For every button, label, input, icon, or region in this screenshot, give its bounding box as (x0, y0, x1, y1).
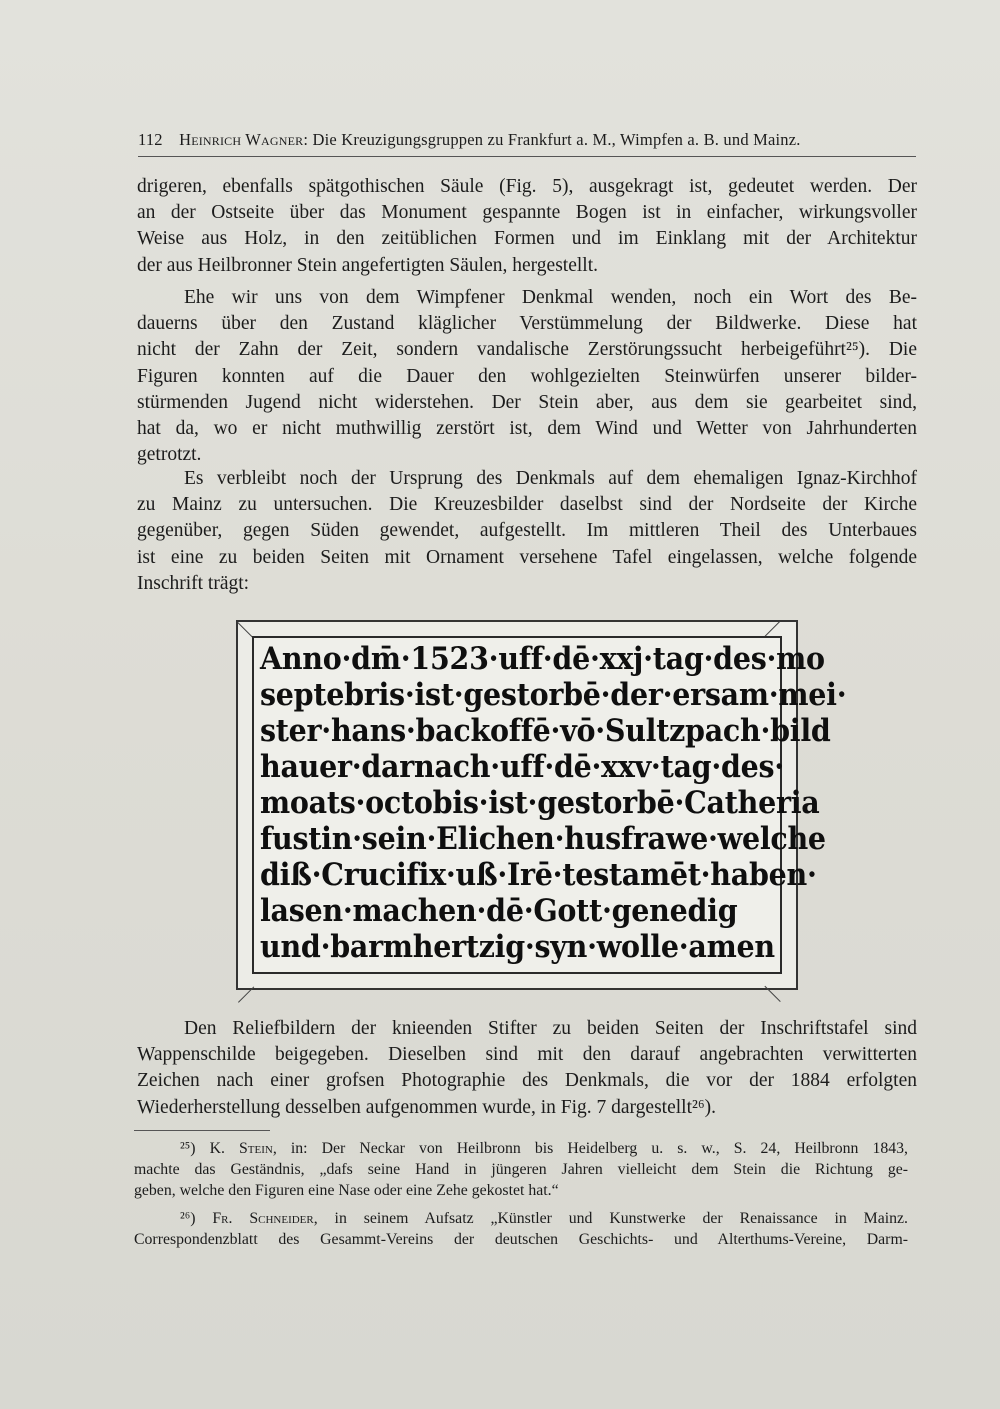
inscription-panel (252, 636, 847, 974)
footnote-line: geben, welche den Figuren eine Nase oder eine Zehe gekostet hat.“ (134, 1182, 559, 1199)
inscription-line: septebris·ist·gestorbē·der·ersam·mei· (260, 677, 847, 713)
text-line: Den Reliefbildern der knieenden Stifter zu beiden Seiten der Inschriftstafel sind (184, 1018, 917, 1039)
paragraph-2 (137, 285, 917, 468)
footnote-25 (134, 1138, 908, 1201)
footnote-line (134, 1208, 908, 1229)
inscription-line: moats·octobis·ist·gestorbē·Catheria (260, 785, 820, 821)
text-line: nicht der Zahn der Zeit, sondern vandalische Zerstörungssucht herbeigeführt²⁵). Die (137, 339, 917, 361)
text-line: Figuren konnten auf die Dauer den wohlgezielten Steinwürfen unserer bilder- (137, 365, 917, 387)
running-head-author: Heinrich Wagner (179, 130, 304, 149)
page-number: 112 (138, 130, 163, 149)
footnote-26 (134, 1208, 908, 1250)
inscription-line: und·barmhertzig·syn·wolle·amen (260, 929, 775, 965)
paragraph-1 (137, 174, 917, 279)
text-line: zu Mainz zu untersuchen. Die Kreuzesbilder daselbst sind der Nordseite der Kirche (137, 494, 917, 516)
running-head-title: : Die Kreuzigungsgruppen zu Frankfurt a. M., Wimpfen a. B. und Mainz. (303, 130, 801, 149)
inscription-line: diß·Crucifix·uß·Irē·testamēt·haben· (260, 857, 817, 893)
footnote-text: , in seinem Aufsatz „Künstler und Kunstwerke der Renaissance in Mainz. (313, 1210, 908, 1227)
paragraph-3 (137, 466, 917, 597)
footnote-marker: ²⁶) (180, 1210, 196, 1227)
text-line: drigeren, ebenfalls spätgothischen Säule (Fig. 5), ausgekragt ist, gedeutet werden. Der (137, 176, 917, 197)
text-line: gegenüber, gegen Süden gewendet, aufgestellt. Im mittleren Theil des Unterbaues (137, 520, 917, 542)
text-line: stürmenden Jugend nicht widerstehen. Der Stein aber, aus dem sie gearbeitet sind, (137, 391, 917, 413)
text-line: Inschrift trägt: (137, 572, 250, 594)
inscription-line: Anno·dm̄·1523·uff·dē·xxj·tag·des·mo (260, 641, 825, 677)
text-line: Weise aus Holz, in den zeitüblichen Formen und im Einklang mit der Architektur (137, 228, 917, 250)
text-line: dauerns über den Zustand kläglicher Verstümmelung der Bildwerke. Diese hat (137, 313, 917, 335)
text-line: Es verbleibt noch der Ursprung des Denkmals auf dem ehemaligen Ignaz-Kirchhof (184, 468, 917, 489)
text-line: Ehe wir uns von dem Wimpfener Denkmal wenden, noch ein Wort des Be- (184, 287, 917, 308)
running-head (138, 130, 868, 150)
paragraph-4 (137, 1016, 917, 1121)
bevel-corner (764, 986, 780, 1002)
inscription-tablet (236, 620, 847, 990)
header-rule (138, 156, 916, 157)
footnote-line: Correspondenzblatt des Gesammt-Vereins der deutschen Geschichts- und Alterthums-Vereine, Darm- (134, 1231, 908, 1248)
text-line: Zeichen nach einer grofsen Photographie des Denkmals, die vor der 1884 erfolgten (137, 1070, 917, 1092)
footnote-line: machte das Geständnis, „dafs seine Hand in jüngeren Jahren vielleicht dem Stein die Richtung ge- (134, 1161, 908, 1178)
bevel-corner (238, 986, 254, 1002)
inscription-line: hauer·darnach·uff·dē·xxv·tag·des· (260, 749, 784, 785)
footnote-marker: ²⁵) (180, 1140, 196, 1157)
inscription-line: lasen·machen·dē·Gott·genedig (260, 893, 738, 929)
text-line: Wiederherstellung desselben aufgenommen wurde, in Fig. 7 dargestellt²⁶). (137, 1096, 717, 1118)
inscription-line: fustin·sein·Elichen·husfrawe·welche (260, 821, 826, 857)
footnote-rule (134, 1130, 270, 1131)
footnote-text: , in: Der Neckar von Heilbronn bis Heidelberg u. s. w., S. 24, Heilbronn 1843, (272, 1140, 908, 1157)
text-line: ist eine zu beiden Seiten mit Ornament versehene Tafel eingelassen, welche folgende (137, 546, 917, 568)
footnote-author: K. Stein (209, 1140, 273, 1157)
text-line: getrotzt. (137, 444, 202, 466)
text-line: an der Ostseite über das Monument gespannte Bogen ist in einfacher, wirkungsvoller (137, 202, 917, 224)
text-line: Wappenschilde beigegeben. Dieselben sind mit den darauf angebrachten verwitterten (137, 1044, 917, 1066)
footnote-author: Fr. Schneider (212, 1210, 314, 1227)
inscription-line: ster·hans·backoffē·vō·Sultzpach·bild (260, 713, 831, 749)
footnote-line (134, 1138, 908, 1159)
text-line: der aus Heilbronner Stein angefertigten Säulen, hergestellt. (137, 254, 598, 276)
text-line: hat da, wo er nicht muthwillig zerstört ist, dem Wind und Wetter von Jahrhunderten (137, 418, 917, 440)
